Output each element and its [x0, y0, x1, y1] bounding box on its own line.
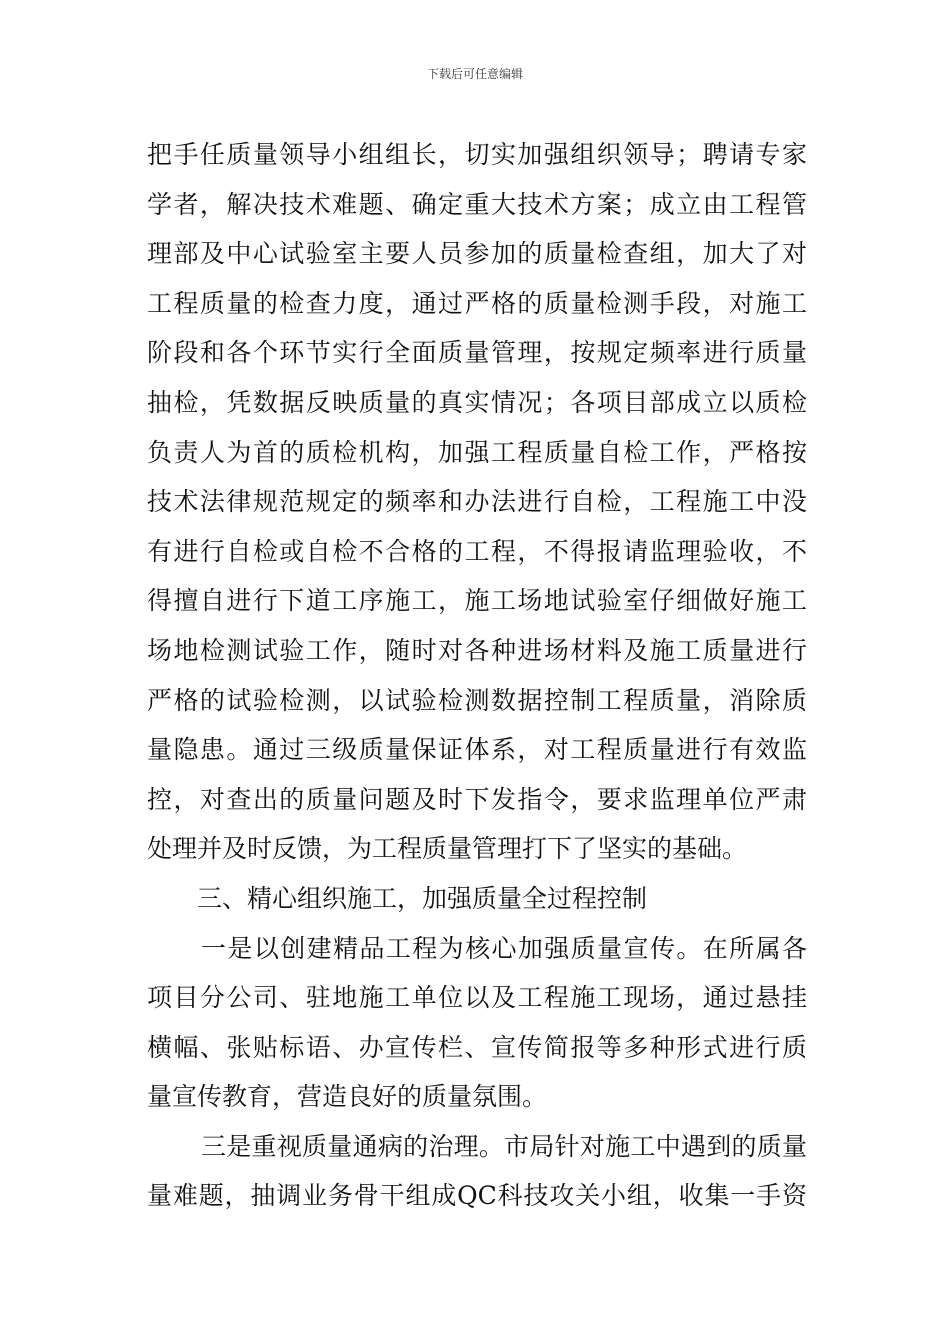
- text-line: 量难题，抽调业务骨干组成QC科技攻关小组，收集一手资: [147, 1181, 807, 1211]
- text-line: 量宣传教育，营造良好的质量氛围。: [147, 1082, 548, 1112]
- text-line: 阶段和各个环节实行全面质量管理，按规定频率进行质量: [147, 338, 807, 368]
- text-line: 场地检测试验工作，随时对各种进场材料及施工质量进行: [147, 635, 807, 665]
- text-line: 处理并及时反馈，为工程质量管理打下了坚实的基础。: [147, 834, 748, 864]
- text-line: 有进行自检或自检不合格的工程，不得报请监理验收，不: [147, 536, 807, 566]
- paragraph-first-line: 一是以创建精品工程为核心加强质量宣传。在所属各: [201, 933, 807, 963]
- paragraph-first-line: 三是重视质量通病的治理。市局针对施工中遇到的质量: [201, 1131, 807, 1161]
- text-line: 横幅、张贴标语、办宣传栏、宣传简报等多种形式进行质: [147, 1032, 807, 1062]
- text-line: 量隐患。通过三级质量保证体系，对工程质量进行有效监: [147, 735, 807, 765]
- text-line: 工程质量的检查力度，通过严格的质量检测手段，对施工: [147, 288, 807, 318]
- text-line: 把手任质量领导小组组长，切实加强组织领导；聘请专家: [147, 140, 807, 169]
- page-header: 下载后可任意编辑: [426, 67, 523, 81]
- text-line: 严格的试验检测，以试验检测数据控制工程质量，消除质: [147, 685, 807, 715]
- text-line: 技术法律规范规定的频率和办法进行自检，工程施工中没: [147, 487, 807, 517]
- text-line: 得擅自进行下道工序施工，施工场地试验室仔细做好施工: [147, 586, 807, 616]
- text-line: 学者，解决技术难题、确定重大技术方案；成立由工程管: [147, 189, 807, 219]
- text-line: 项目分公司、驻地施工单位以及工程施工现场，通过悬挂: [147, 983, 807, 1013]
- document-body: [147, 130, 807, 1221]
- text-line: 控，对查出的质量问题及时下发指令，要求监理单位严肃: [147, 784, 807, 814]
- text-line: 抽检，凭数据反映质量的真实情况；各项目部成立以质检: [147, 387, 807, 417]
- text-line: 理部及中心试验室主要人员参加的质量检查组，加大了对: [147, 239, 807, 269]
- section-heading: 三、精心组织施工，加强质量全过程控制: [197, 883, 648, 913]
- text-line: 负责人为首的质检机构，加强工程质量自检工作，严格按: [147, 437, 807, 467]
